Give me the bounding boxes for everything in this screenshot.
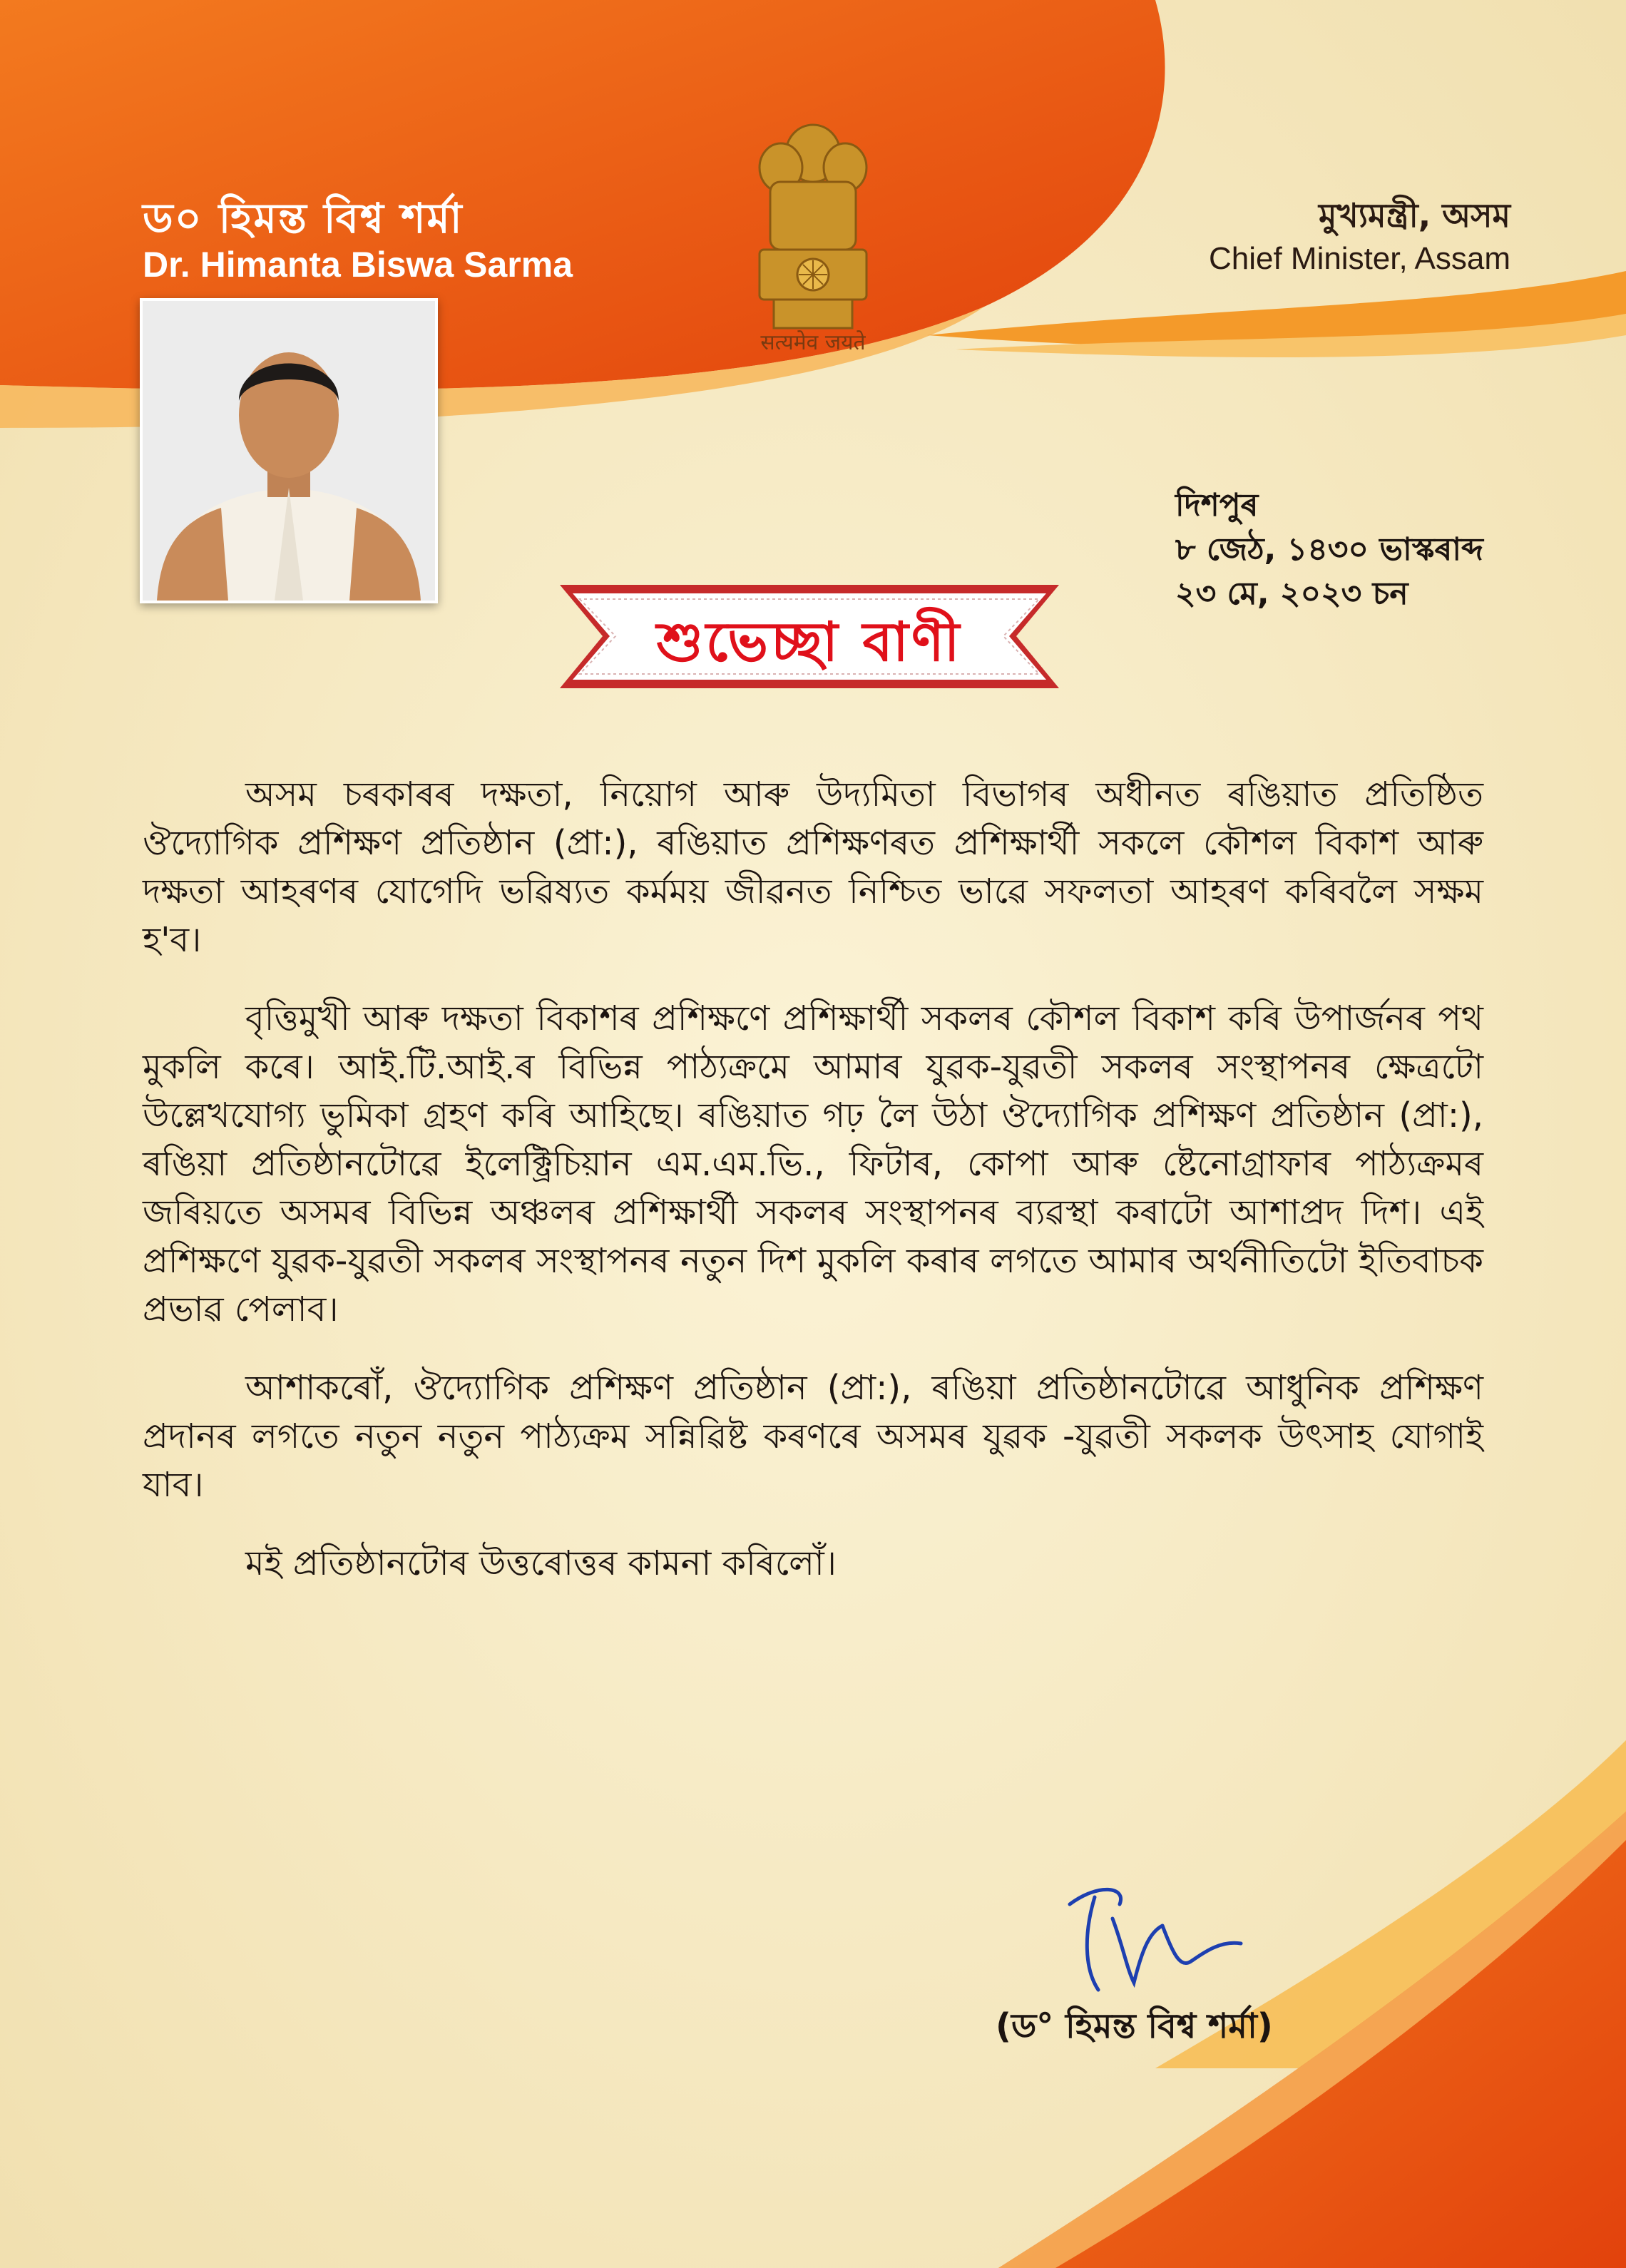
dateline-date-bhaskarabda: ৮ জেঠ, ১৪৩০ ভাস্কৰাব্দ (1175, 531, 1483, 568)
dateline (1175, 484, 1483, 616)
emblem-motto: सत्यमेव जयते (760, 330, 866, 355)
portrait-photo (140, 298, 438, 603)
message-paragraph-3: আশাকৰোঁ, ঔদ্যোগিক প্ৰশিক্ষণ প্ৰতিষ্ঠান (প্ৰা:), ৰঙিয়া প্ৰতিষ্ঠানটোৱে আধুনিক প্ৰশিক্ষণ প্ৰদানৰ লগতে নতুন নতুন পাঠ্যক্ৰম সন্নিৱিষ্ট কৰণৰে অসমৰ যুৱক -যুৱতী সকলক উৎসাহ যোগাই যাব। (143, 1368, 1483, 1505)
designation-english: Chief Minister, Assam (1208, 241, 1510, 276)
banner-title: শুভেচ্ছা বাণী (656, 610, 963, 673)
signature-icon (1055, 1876, 1255, 2004)
message-body (143, 770, 1483, 1618)
name-assamese: ড০ হিমন্ত বিশ্ব শৰ্মা (143, 194, 464, 242)
dateline-place: দিশপুৰ (1175, 487, 1259, 523)
name-english: Dr. Himanta Biswa Sarma (143, 245, 573, 285)
message-paragraph-2: বৃত্তিমুখী আৰু দক্ষতা বিকাশৰ প্ৰশিক্ষণে প্ৰশিক্ষাৰ্থী সকলৰ কৌশল বিকাশ কৰি উপাৰ্জনৰ পথ মুকলি কৰে। আই.টি.আই.ৰ বিভিন্ন পাঠ্যক্ৰমে আমাৰ যুৱক-যুৱতী সকলৰ সংস্থাপনৰ ক্ষেত্ৰটো উল্লেখযোগ্য ভুমিকা গ্ৰহণ কৰি আহিছে। ৰঙিয়াত গঢ় লৈ উঠা ঔদ্যোগিক প্ৰশিক্ষণ প্ৰতিষ্ঠান (প্ৰা:), ৰঙিয়া প্ৰতিষ্ঠানটোৱে ইলেক্ট্ৰিচিয়ান এম.এম.ভি., ফিটাৰ, কোপা আৰু ষ্টেনোগ্ৰাফাৰ পাঠ্যক্ৰমৰ জৰিয়তে অসমৰ বিভিন্ন অঞ্চলৰ প্ৰশিক্ষাৰ্থী সকলৰ সংস্থাপনৰ ব্যৱস্থা কৰাটো আশাপ্ৰদ দিশ। এই প্ৰশিক্ষণে যুৱক-যুৱতী সকলৰ সংস্থাপনৰ নতুন দিশ মুকলি কৰাৰ লগতে আমাৰ অৰ্থনীতিটো ইতিবাচক প্ৰভাৱ পেলাব। (143, 998, 1483, 1329)
message-paragraph-1: অসম চৰকাৰৰ দক্ষতা, নিয়োগ আৰু উদ্যমিতা বিভাগৰ অধীনত ৰঙিয়াত প্ৰতিষ্ঠিত ঔদ্যোগিক প্ৰশিক্ষণ প্ৰতিষ্ঠান (প্ৰা:), ৰঙিয়াত প্ৰশিক্ষণৰত প্ৰশিক্ষাৰ্থী সকলে কৌশল বিকাশ আৰু দক্ষতা আহৰণৰ যোগেদি ভৱিষ্যত কৰ্মময় জীৱনত নিশ্চিত ভাৱে সফলতা আহৰণ কৰিবলৈ সক্ষম হ'ব। (143, 775, 1483, 960)
designation-assamese: মুখ্যমন্ত্ৰী, অসম (1319, 196, 1510, 235)
message-paragraph-4: মই প্ৰতিষ্ঠানটোৰ উত্তৰোত্তৰ কামনা কৰিলোঁ। (245, 1543, 837, 1583)
signatory-name: (ড° হিমন্ত বিশ্ব শৰ্মা) (996, 2006, 1273, 2046)
dateline-date-gregorian: ২৩ মে, ২০২৩ চন (1175, 576, 1408, 612)
state-emblem-icon (742, 114, 884, 349)
